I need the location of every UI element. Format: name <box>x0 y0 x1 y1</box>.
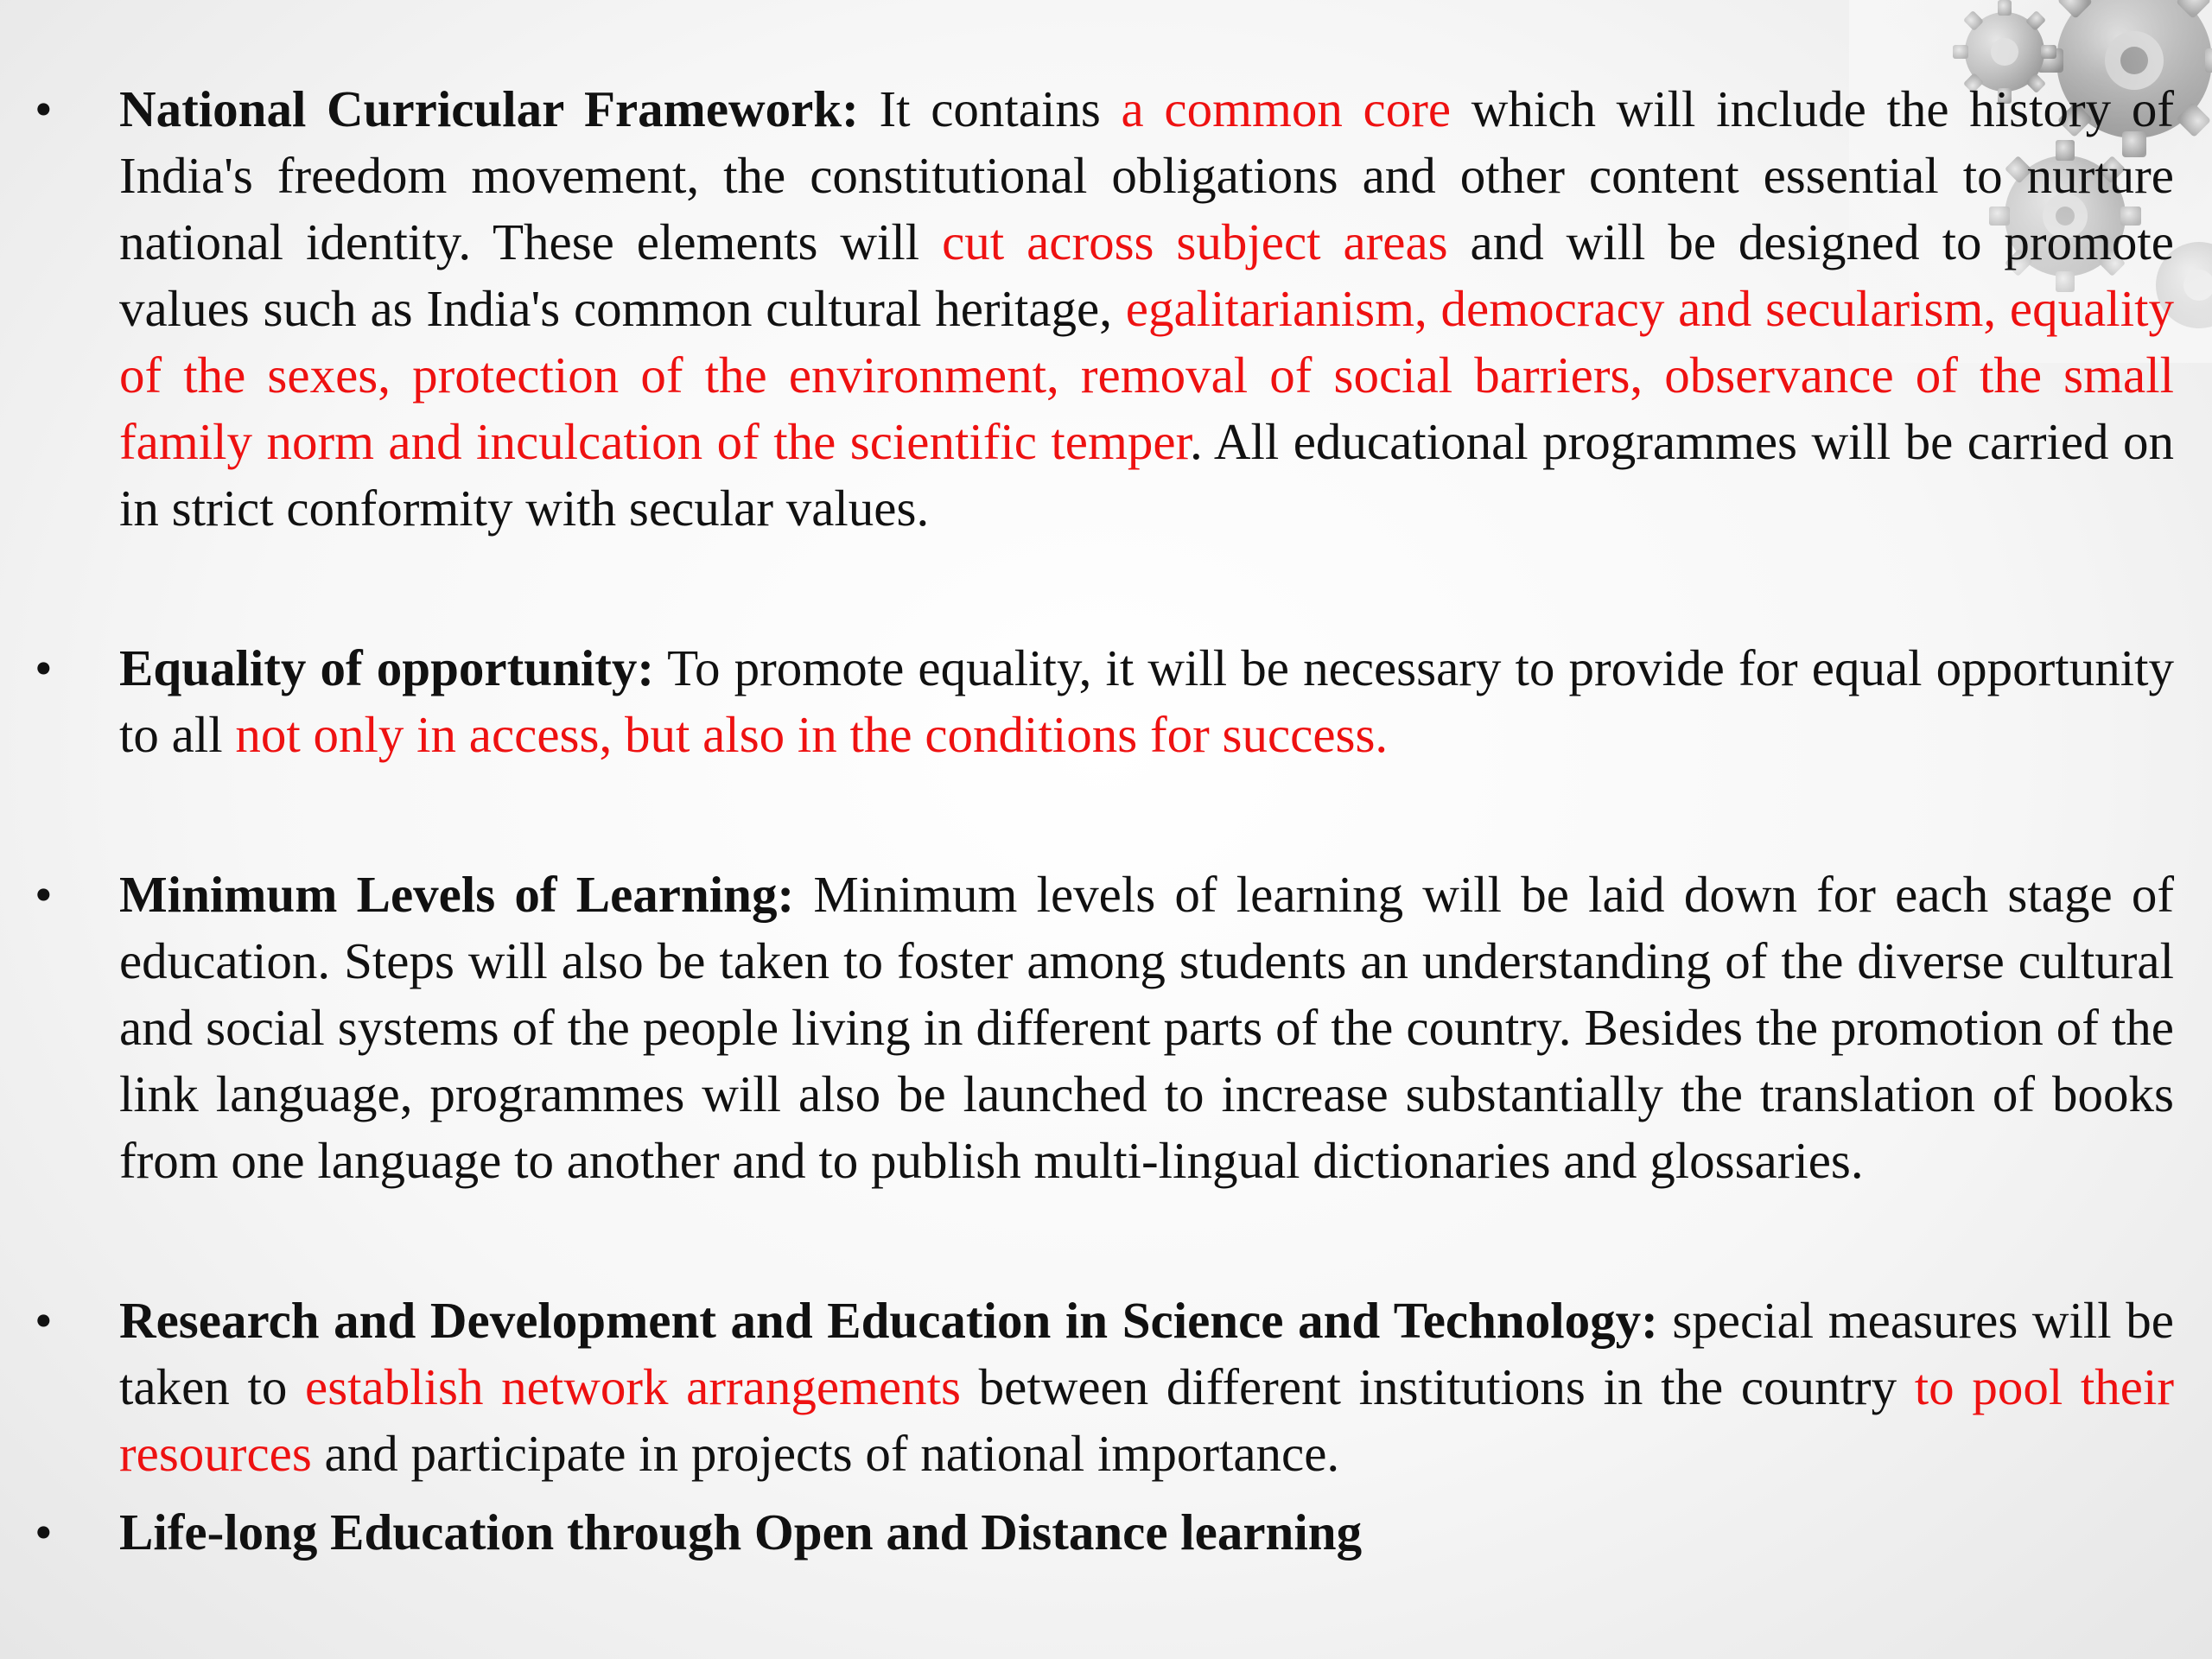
highlighted-text: egalitarianism, democracy and secularism, equality of the sexes, protection of the environment, removal of social barriers, observance of the small family norm and inculcation of the scientific temper <box>119 280 2174 470</box>
body-text: special measures will be taken to <box>119 1292 2174 1415</box>
highlighted-text: not only in access, but also in the conditions for success. <box>235 706 1389 763</box>
body-text: between different institutions in the country <box>960 1358 1915 1415</box>
highlighted-text: establish network arrangements <box>305 1358 961 1415</box>
body-text: . All educational programmes will be carried on in strict conformity with secular values. <box>119 413 2174 537</box>
bullet-title: Life-long Education through Open and Distance learning <box>119 1503 1363 1560</box>
body-text: and will be designed to promote values such as India's common cultural heritage, <box>119 213 2174 337</box>
bullet-point-icon: • <box>35 1503 53 1560</box>
body-text: Minimum levels of learning will be laid down for each stage of education. Steps will also be taken to foster among students an understanding of the diverse cultural and social systems of the people living in different parts of the country. Besides the promotion of the link language, programmes will also be launched to increase substantially the translation of books from one language to another and to publish multi-lingual dictionaries and glossaries. <box>119 866 2174 1189</box>
body-text: which will include the history of India's freedom movement, the constitutional obligations and other content essential to nurture national identity. These elements will <box>119 80 2175 270</box>
bullet-title: National Curricular Framework: <box>119 80 859 137</box>
highlighted-text: to pool their resources <box>119 1358 2174 1482</box>
bullet-point-icon: • <box>35 80 53 137</box>
highlighted-text: a common core <box>1121 80 1452 137</box>
body-text: It contains <box>858 80 1122 137</box>
bullet-title: Equality of opportunity: <box>119 639 655 696</box>
bullet-point-icon: • <box>35 639 53 696</box>
bullet-item <box>0 861 2212 1194</box>
body-text: To promote equality, it will be necessary to provide for equal opportunity to all <box>119 639 2174 763</box>
bullet-item <box>0 1499 2212 1566</box>
bullet-point-icon: • <box>35 866 53 923</box>
bullet-item <box>0 635 2212 768</box>
bullet-point-icon: • <box>35 1292 53 1349</box>
slide-content <box>0 76 2212 1566</box>
bullet-title: Research and Development and Education in Science and Technology: <box>119 1292 1658 1349</box>
highlighted-text: cut across subject areas <box>942 213 1448 270</box>
bullet-title: Minimum Levels of Learning: <box>119 866 795 923</box>
bullet-item <box>0 76 2212 542</box>
body-text: and participate in projects of national importance. <box>311 1425 1340 1482</box>
bullet-item <box>0 1287 2212 1487</box>
